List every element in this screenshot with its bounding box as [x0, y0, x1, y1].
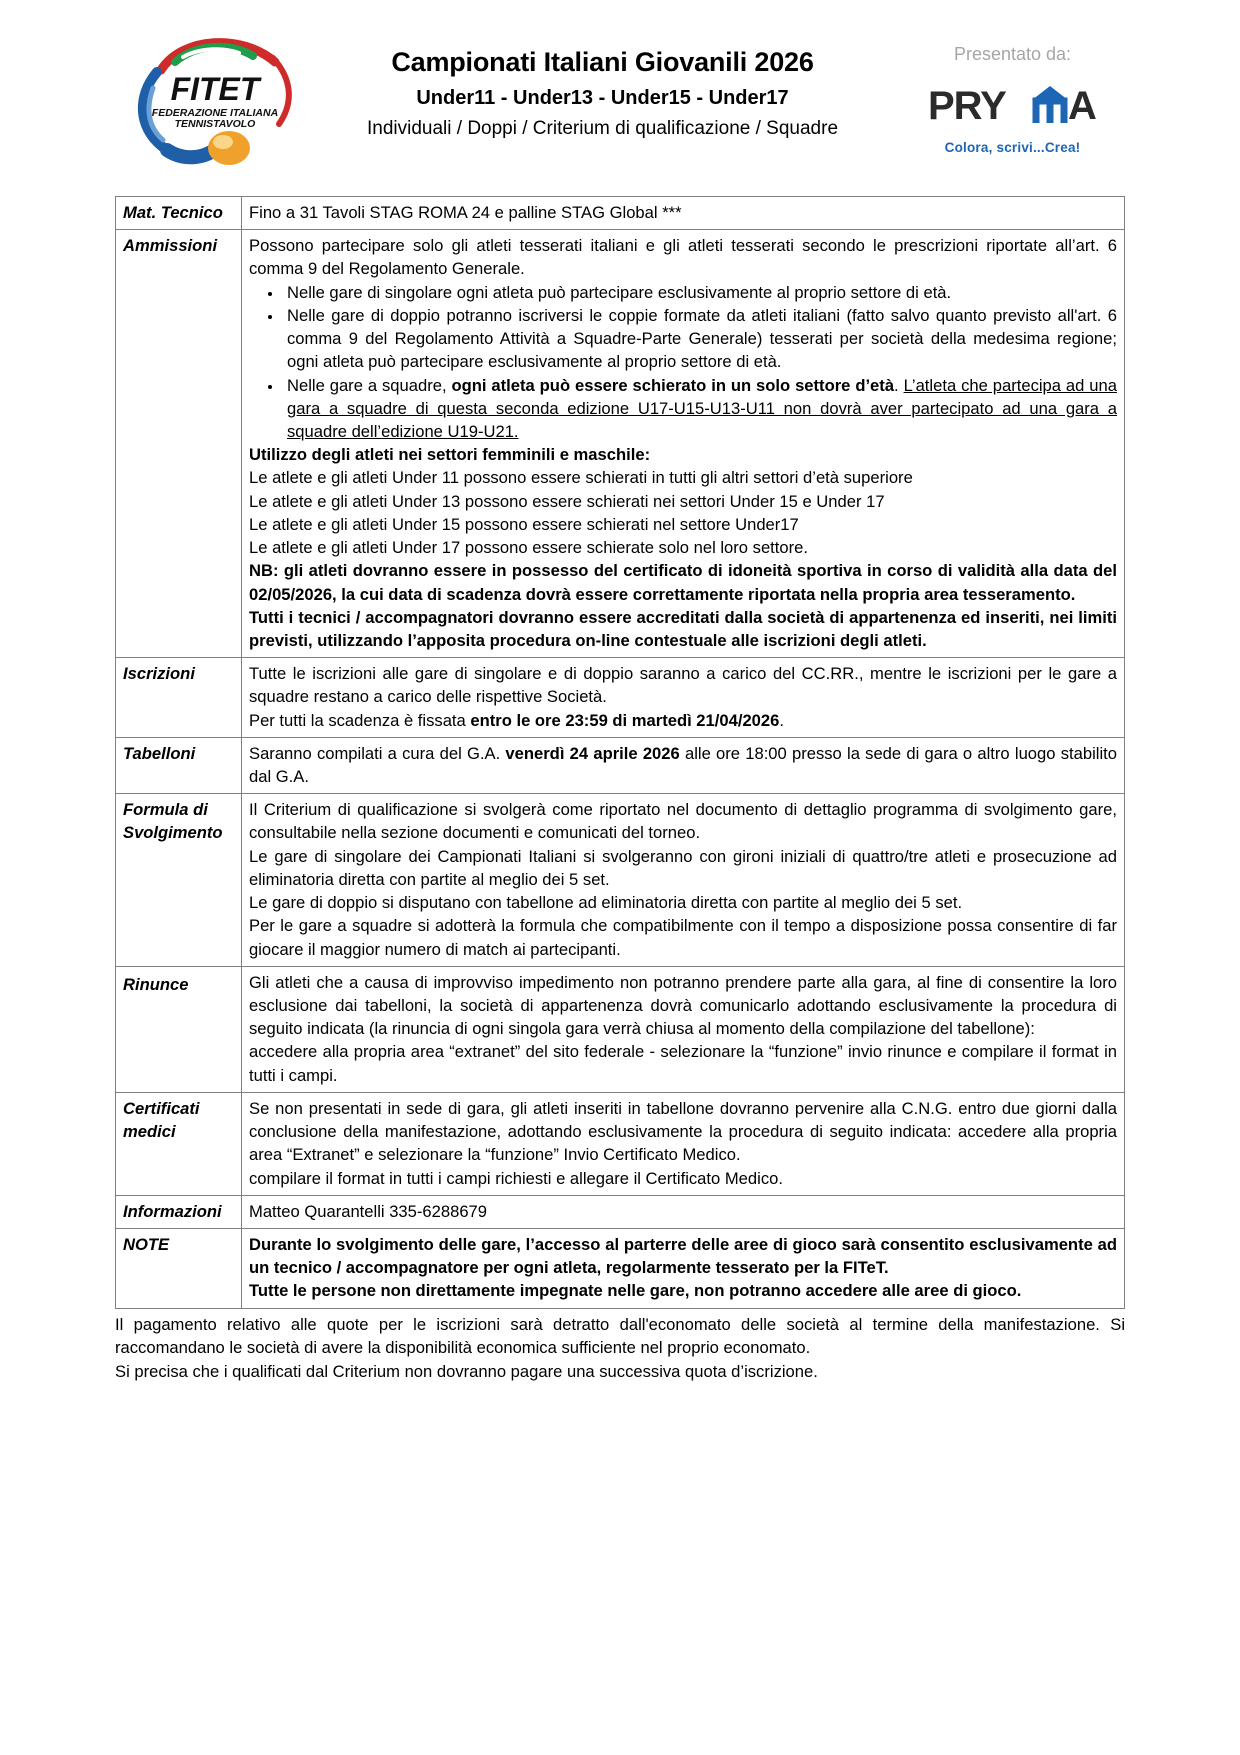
row-label-rinunce: Rinunce [116, 966, 242, 1092]
table-row-informazioni [116, 1195, 1125, 1228]
list-item [283, 374, 1117, 444]
iscrizioni-p2-lead: Per tutti la scadenza è fissata [249, 710, 471, 730]
pryma-logo [928, 81, 1098, 155]
row-content-tabelloni [242, 737, 1125, 793]
ammissioni-tecnici [249, 606, 1117, 652]
formula-p3: Le gare di doppio si disputano con tabellone ad eliminatoria diretta con partite al meglio dei 5 set. [249, 893, 963, 913]
mat-tecnico-text: Fino a 31 Tavoli STAG ROMA 24 e palline STAG Global *** [249, 203, 682, 222]
row-content-note [242, 1228, 1125, 1308]
row-label-informazioni: Informazioni [116, 1195, 242, 1228]
formula-p2: Le gare di singolare dei Campionati Italiani si svolgeranno con gironi iniziali di quattro/tre atleti e prosecuzione ad eliminatoria diretta con partite al meglio dei 5 set. [249, 846, 1117, 889]
ammissioni-u13: Le atlete e gli atleti Under 13 possono essere schierati nei settori Under 15 e Under 17 [249, 491, 885, 511]
pryma-logo-icon [928, 81, 1098, 131]
ammissioni-intro: Possono partecipare solo gli atleti tesserati italiani e gli atleti tesserati secondo le prescrizioni riportate all’art. 6 comma 9 del Regolamento Generale. [249, 236, 1117, 279]
pryma-wordmark-a: A [1067, 84, 1097, 128]
ammissioni-bullet-list [249, 281, 1117, 444]
footer-paragraph-2: Si precisa che i qualificati dal Criterium non dovranno pagare una successiva quota d’iscrizione. [115, 1361, 818, 1381]
fitet-logo-container [115, 28, 305, 178]
formula-label-line1: Formula di [123, 800, 208, 820]
certificati-label-line2: medici [123, 1122, 176, 1142]
ammissioni-u17: Le atlete e gli atleti Under 17 possono essere schierate solo nel loro settore. [249, 538, 808, 558]
regulations-table [115, 196, 1125, 1309]
page-subtitle-categories: Under11 - Under13 - Under15 - Under17 [416, 86, 789, 109]
formula-p1: Il Criterium di qualificazione si svolgerà come riportato nel documento di dettaglio programma di svolgimento gare, consultabile nella sezione documenti e comunicati del torneo. [249, 800, 1117, 843]
row-label-note: NOTE [116, 1228, 242, 1308]
document-footer [115, 1313, 1125, 1384]
ammissioni-u11: Le atlete e gli atleti Under 11 possono essere schierati in tutti gli altri settori d’età superiore [249, 468, 913, 488]
row-content-mat-tecnico [242, 197, 1125, 230]
row-content-iscrizioni [242, 658, 1125, 738]
table-row-iscrizioni [116, 658, 1125, 738]
table-row-formula [116, 794, 1125, 967]
iscrizioni-p2-end: . [779, 710, 784, 730]
footer-paragraph-1: Il pagamento relativo alle quote per le iscrizioni sarà detratto dall'economato delle società al termine della manifestazione. Si raccomandano le società di avere la disponibilità economica sufficiente nel proprio economato. [115, 1314, 1125, 1358]
row-content-certificati [242, 1092, 1125, 1195]
sponsor-block [900, 28, 1125, 157]
table-row-tabelloni [116, 737, 1125, 793]
rinunce-p2: accedere alla propria area “extranet” del sito federale - selezionare la “funzione” invio rinunce e compilare il format in tutti i campi. [249, 1042, 1117, 1085]
title-block [305, 28, 900, 141]
presented-by-label: Presentato da: [953, 44, 1072, 64]
fitet-logo-icon [123, 28, 303, 173]
bullet3-bold: ogni atleta può essere schierato in un solo settore d’età [451, 375, 895, 395]
sponsor-tagline: Colora, scrivi...Crea! [944, 140, 1081, 155]
ammissioni-nb-text: NB: gli atleti dovranno essere in possesso del certificato di idoneità sportiva in corso di validità alla data del 02/05/2026, la cui data di scadenza dovrà essere correttamente riportata nella propria area tesseramento. [249, 561, 1117, 604]
row-content-ammissioni [242, 230, 1125, 658]
ammissioni-tecnici-text: Tutti i tecnici / accompagnatori dovranno essere accreditati dalla società di appartenenza ed inseriti, nei limiti previsti, utilizzando l’apposita procedura on-line contestuale alle iscrizioni degli atleti. [249, 607, 1117, 650]
page-subtitle-events: Individuali / Doppi / Criterium di qualificazione / Squadre [366, 117, 839, 139]
row-label-iscrizioni: Iscrizioni [116, 658, 242, 738]
fitet-logo [123, 28, 303, 173]
formula-p4: Per le gare a squadre si adotterà la formula che compatibilmente con il tempo a disposizione possa consentire di far giocare il maggior numero di match ai partecipanti. [249, 916, 1117, 959]
tabelloni-end: alle ore 18:00 presso la sede di gara o altro luogo stabilito dal G.A. [249, 743, 1117, 787]
page-title: Campionati Italiani Giovanili 2026 [391, 47, 814, 77]
bullet3-underline: L’atleta che partecipa ad una gara a squadre di questa seconda edizione U17-U15-U13-U11 non dovrà aver partecipato ad una gara a squadre dell’edizione U19-U21. [287, 375, 1117, 441]
list-item: • Nelle gare di singolare ogni atleta può partecipare esclusivamente al proprio settore di età. [283, 281, 1117, 304]
row-label-tabelloni: Tabelloni [116, 737, 242, 793]
row-label-formula [116, 794, 242, 967]
rinunce-p1: Gli atleti che a causa di improvviso impedimento non potranno prendere parte alla gara, al fine di consentire la loro esclusione dai tabelloni, la società di appartenenza dovrà comunicarlo adottando esclusivamente la procedura di seguito indicata (la rinuncia di ogni singola gara verrà chiusa al momento della compilazione del tabellone): [249, 972, 1117, 1039]
list-item: • Nelle gare di doppio potranno iscriversi le coppie formate da atleti italiani (fatto salvo quanto previsto all'art. 6 comma 9 del Regolamento Attività a Squadre-Parte Generale) tesserati per società della medesima regione; ogni atleta può partecipare esclusivamente al proprio settore di età. [283, 304, 1117, 374]
note-p1 [249, 1233, 1117, 1279]
utilizzo-title-text: Utilizzo degli atleti nei settori femminili e maschile: [249, 445, 651, 465]
bullet3-lead: Nelle gare a squadre, [287, 375, 452, 395]
table-row-ammissioni [116, 230, 1125, 658]
fitet-federation-line2: TENNISTAVOLO [174, 118, 256, 130]
table-row-rinunce [116, 966, 1125, 1092]
fitet-federation-line1: FEDERAZIONE ITALIANA [151, 107, 279, 119]
note-p2 [249, 1279, 1117, 1302]
ammissioni-u15: Le atlete e gli atleti Under 15 possono essere schierati nel settore Under17 [249, 514, 799, 534]
row-label-ammissioni: Ammissioni [116, 230, 242, 658]
note-p2-text: Tutte le persone non direttamente impegnate nelle gare, non potranno accedere alle aree di gioco. [249, 1281, 1022, 1301]
row-content-formula [242, 794, 1125, 967]
informazioni-contact: Matteo Quarantelli 335-6288679 [249, 1201, 488, 1221]
iscrizioni-p1: Tutte le iscrizioni alle gare di singolare e di doppio saranno a carico del CC.RR., mentre le iscrizioni per le gare a squadre restano a carico delle rispettive Società. [249, 664, 1117, 707]
row-content-informazioni [242, 1195, 1125, 1228]
fitet-acronym: FITET [170, 71, 260, 107]
document-header [115, 28, 1125, 178]
tabelloni-date: venerdì 24 aprile 2026 [505, 743, 680, 763]
pryma-wordmark-pry: PRY [927, 84, 1006, 128]
iscrizioni-deadline: entro le ore 23:59 di martedì 21/04/2026 [470, 710, 780, 730]
table-row-note [116, 1228, 1125, 1308]
certificati-p2: compilare il format in tutti i campi richiesti e allegare il Certificato Medico. [249, 1168, 783, 1188]
tabelloni-p1 [249, 742, 1117, 788]
table-row-certificati [116, 1092, 1125, 1195]
bullet3-mid: . [894, 375, 904, 395]
table-row-mat-tecnico [116, 197, 1125, 230]
certificati-p1: Se non presentati in sede di gara, gli atleti inseriti in tabellone dovranno pervenire alla C.N.G. entro due giorni dalla conclusione della manifestazione, adottando esclusivamente la procedura di seguito indicata: accedere alla propria area “Extranet” e selezionare la “funzione” Invio Certificato Medico. [249, 1098, 1117, 1165]
row-label-mat-tecnico: Mat. Tecnico [116, 197, 242, 230]
note-p1-text: Durante lo svolgimento delle gare, l’accesso al parterre delle aree di gioco sarà consentito esclusivamente ad un tecnico / accompagnatore per ogni atleta, regolarmente tesserato per la FITeT. [249, 1234, 1117, 1278]
row-label-certificati [116, 1092, 242, 1195]
formula-label-line2: Svolgimento [123, 823, 223, 843]
tabelloni-lead: Saranno compilati a cura del G.A. [249, 743, 506, 763]
certificati-label-line1: Certificati [123, 1098, 200, 1118]
row-content-rinunce [242, 966, 1125, 1092]
iscrizioni-p2 [249, 709, 1117, 732]
ammissioni-utilizzo-title [249, 443, 1117, 466]
ammissioni-nb [249, 559, 1117, 605]
